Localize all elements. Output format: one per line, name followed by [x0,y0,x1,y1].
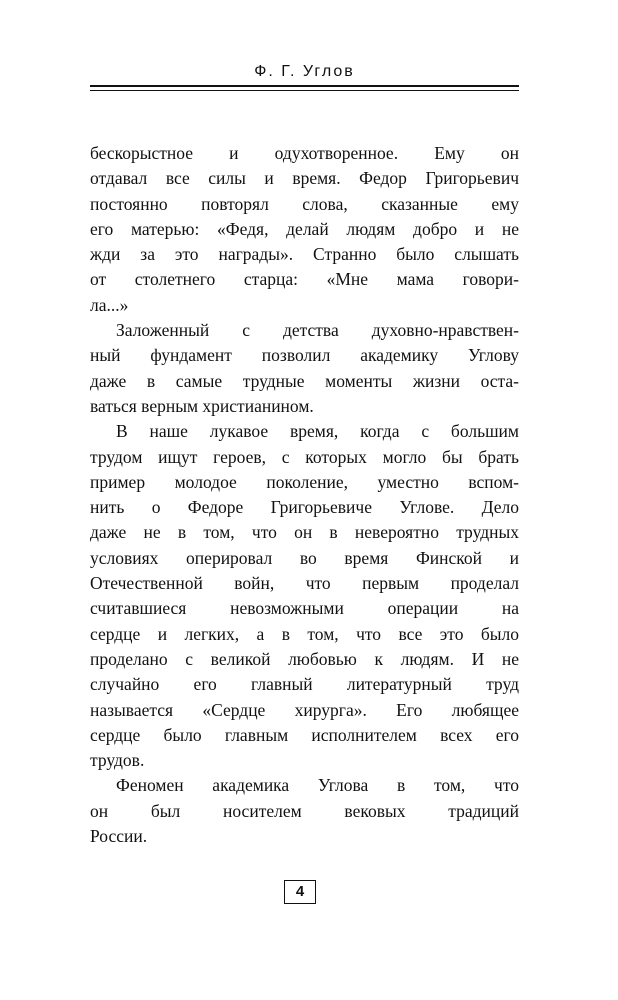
text-line: нить о Федоре Григорьевиче Углове. Дело [90,497,519,518]
text-line: сердце было главным исполнителем всех его [90,724,519,745]
text-line: трудов. [90,750,145,771]
text-line: отдавал все силы и время. Федор Григорьевич [90,168,519,189]
text-line: жди за это награды». Странно было слышать [90,244,519,265]
text-line: постоянно повторял слова, сказанные ему [90,193,519,214]
text-line: Заложенный с детства духовно-нравствен- [116,320,519,341]
text-line: его матерью: «Федя, делай людям добро и не [90,218,519,239]
text-line: случайно его главный литературный труд [90,674,519,695]
text-line: трудом ищут героев, с которых могло бы брать [90,446,519,467]
text-line: Отечественной войн, что первым проделал [90,573,519,594]
text-line: даже не в том, что он в невероятно трудных [90,522,519,543]
paragraph [90,419,519,773]
paragraph [90,773,519,849]
text-line: проделано с великой любовью к людям. И не [90,648,519,669]
text-line: условиях оперировал во время Финской и [90,547,519,568]
paragraph [90,318,519,419]
text-line: даже в самые трудные моменты жизни оста- [90,370,519,391]
text-line: Феномен академика Углова в том, что [116,775,519,796]
page-number: 4 [284,880,316,904]
text-line: В наше лукавое время, когда с большим [116,421,519,442]
text-line: ла...» [90,294,129,315]
header-rule-thick [90,85,519,87]
text-line: называется «Сердце хирурга». Его любящее [90,699,519,720]
text-line: сердце и легких, а в том, что все это было [90,623,519,644]
text-line: ный фундамент позволил академику Углову [90,345,519,366]
text-line: считавшиеся невозможными операции на [90,598,519,619]
text-line: ваться верным христианином. [90,395,314,416]
text-line: он был носителем вековых традиций [90,800,519,821]
text-line: России. [90,826,148,847]
header-rule-thin [90,90,519,91]
paragraph [90,141,519,318]
body-text [90,141,519,849]
text-line: от столетнего старца: «Мне мама говори- [90,269,519,290]
running-header-title: Ф. Г. Углов [254,63,355,80]
text-line: бескорыстное и одухотворенное. Ему он [90,143,519,163]
text-line: пример молодое поколение, уместно вспом- [90,471,519,492]
